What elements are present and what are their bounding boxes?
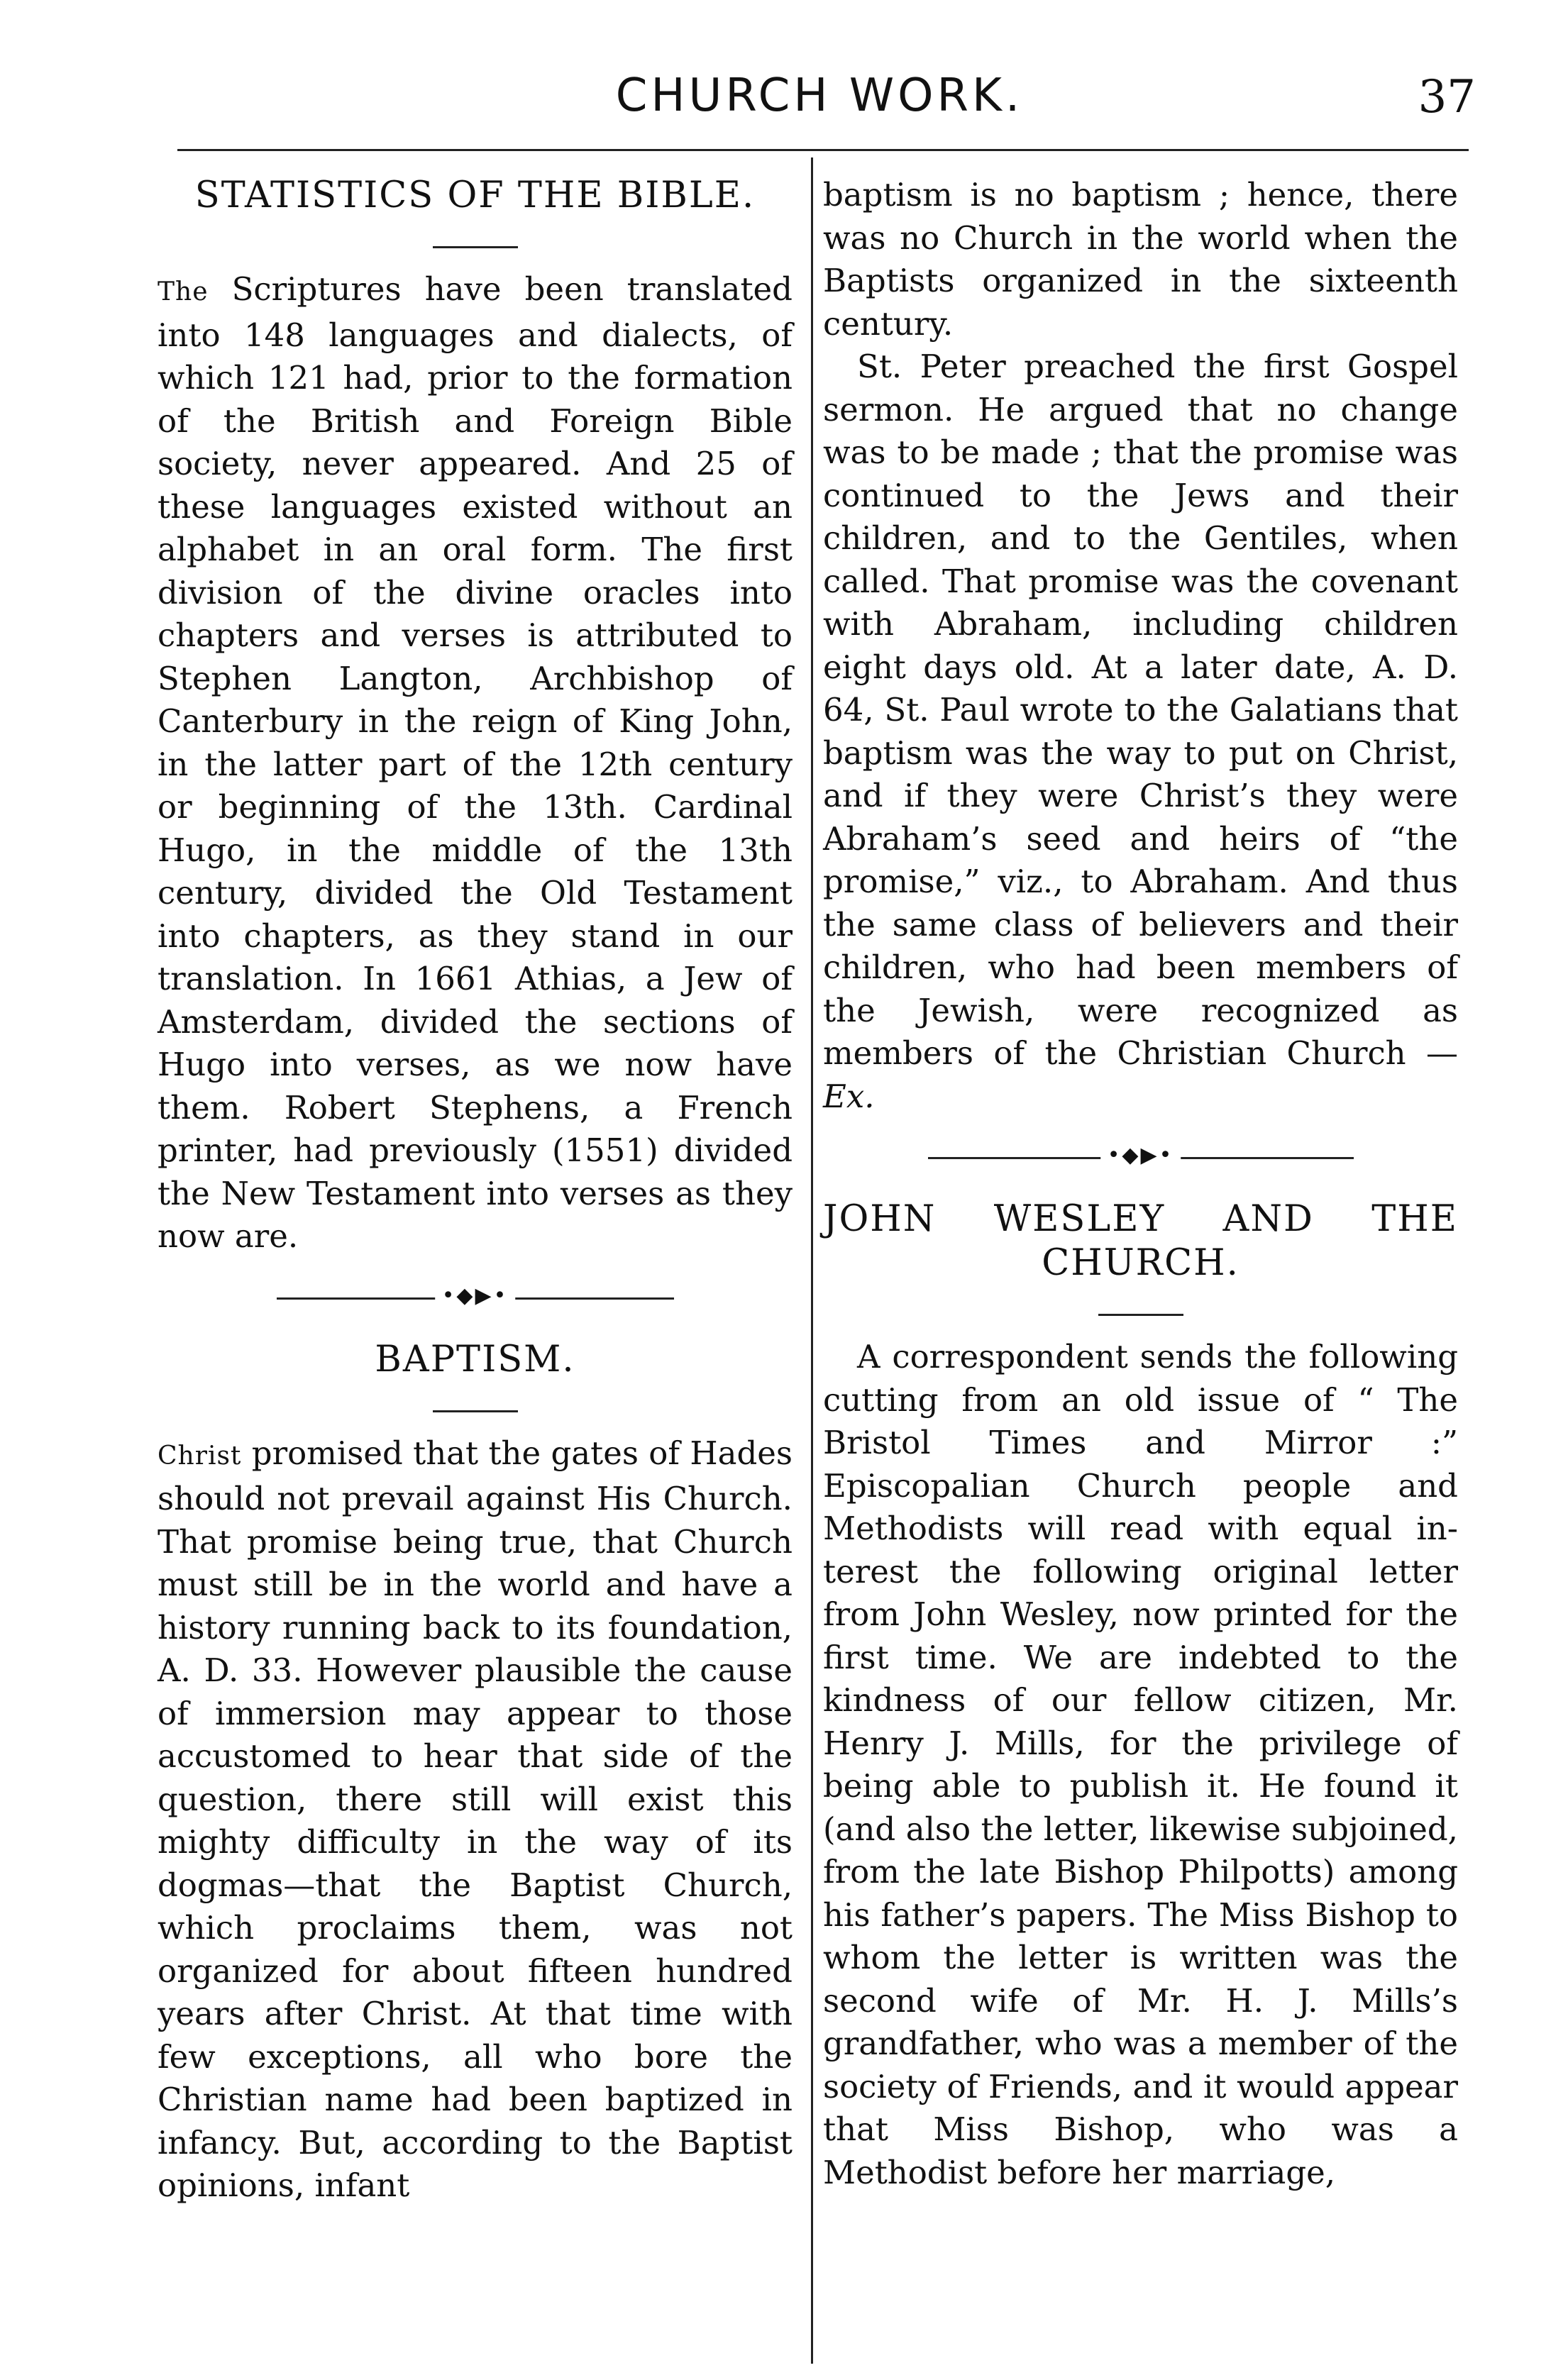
statistics-body <box>158 268 793 1258</box>
page-number: 37 <box>1418 71 1476 123</box>
running-head <box>163 62 1476 140</box>
running-title: CHURCH WORK. <box>615 70 1024 122</box>
baptism-source: Ex. <box>823 1077 875 1115</box>
wesley-body: A correspondent sends the following cutting from an old issue of “ The Bristol Times and Mirror :” Episcopalian Church people and Methodists will read with equal interest the following original letter from John Wesley, now printed for the first time. We are indebted to the kindness of our fellow citizen, Mr. Henry J. Mills, for the privilege of being able to publish it. He found it (and also the letter, likewise subjoined, from the late Bishop Philpotts) among his father’s papers. The Miss Bishop to whom the letter is written was the second wife of Mr. H. J. Mills’s grandfather, who was a member of the society of Friends, and it would appear that Miss Bishop, who was a Methodist before her marriage, <box>823 1338 1458 2191</box>
ornament-divider <box>928 1143 1354 1168</box>
ornament-icon: •◆▶• <box>435 1283 516 1308</box>
ornament-icon: •◆▶• <box>1100 1143 1181 1168</box>
statistics-title: STATISTICS OF THE BIBLE. <box>194 175 756 216</box>
baptism-continued-2 <box>823 345 1458 1118</box>
baptism-lead: Christ <box>158 1441 242 1471</box>
column-divider <box>811 157 813 2364</box>
header-rule <box>177 149 1469 151</box>
baptism-continued-1: baptism is no baptism ; hence, there was no Church in the world when the Baptists organized in the sixteenth century. <box>823 176 1458 343</box>
statistics-text: Scriptures have been translated into 148 languages and dialects, of which 121 had, prior to the formation of the British and Foreign Bible society, never appeared. And 25 of these languages existed without an alphabet in an oral form. The first division of the divine oracles into chapters and verses is attributed to Stephen Langton, Archbishop of Canterbury in the reign of King John, in the latter part of the 12th century or beginning of the 13th. Cardinal Hugo, in the middle of the 13th century, divided the Old Testament into chapters, as they stand in our translation. In 1661 Athias, a Jew of Amsterdam, divided the sections of Hugo into verses, as we now have them. Robert Stephens, a French printer, had previously (1551) divided the New Testament into verses as they now are. <box>158 270 793 1255</box>
baptism-body <box>158 1432 793 2208</box>
right-column <box>823 174 1458 2194</box>
baptism-continued-text: St. Peter preached the first Gospel sermon. He argued that no change was to be made ; that the promise was continued to the Jews and their children, and to the Gentiles, when called. That promise was the covenant with Abraham, including children eight days old. At a later date, A. D. 64, St. Paul wrote to the Galatians that baptism was the way to put on Christ, and if they were Christ’s they were Abraham’s seed and heirs of “the promise,” viz., to Abraham. And thus the same class of believers and their children, who had been members of the Jewish, were recognized as members of the Christian Church — <box>823 348 1458 1072</box>
title-rule <box>1098 1314 1183 1316</box>
baptism-text: promised that the gates of Hades should not prevail against His Church. That promise being true, that Church must still be in the world and have a history running back to its foundation, A. D. 33. However plausible the cause of immersion may appear to those accustomed to hear that side of the question, there still will exist this mighty difficulty in the way of its dogmas—that the Baptist Church, which proclaims them, was not organized for about fifteen hundred years after Christ. At that time with few exceptions, all who bore the Christian name had been baptized in infancy. But, according to the Baptist opinions, infant <box>158 1434 793 2204</box>
title-rule <box>433 246 518 248</box>
ornament-divider <box>277 1283 674 1308</box>
statistics-lead: The <box>158 277 209 306</box>
baptism-title: BAPTISM. <box>375 1338 575 1380</box>
title-rule <box>433 1410 518 1412</box>
left-column <box>158 174 793 2208</box>
wesley-title: JOHN WESLEY AND THE CHURCH. <box>823 1198 1458 1284</box>
